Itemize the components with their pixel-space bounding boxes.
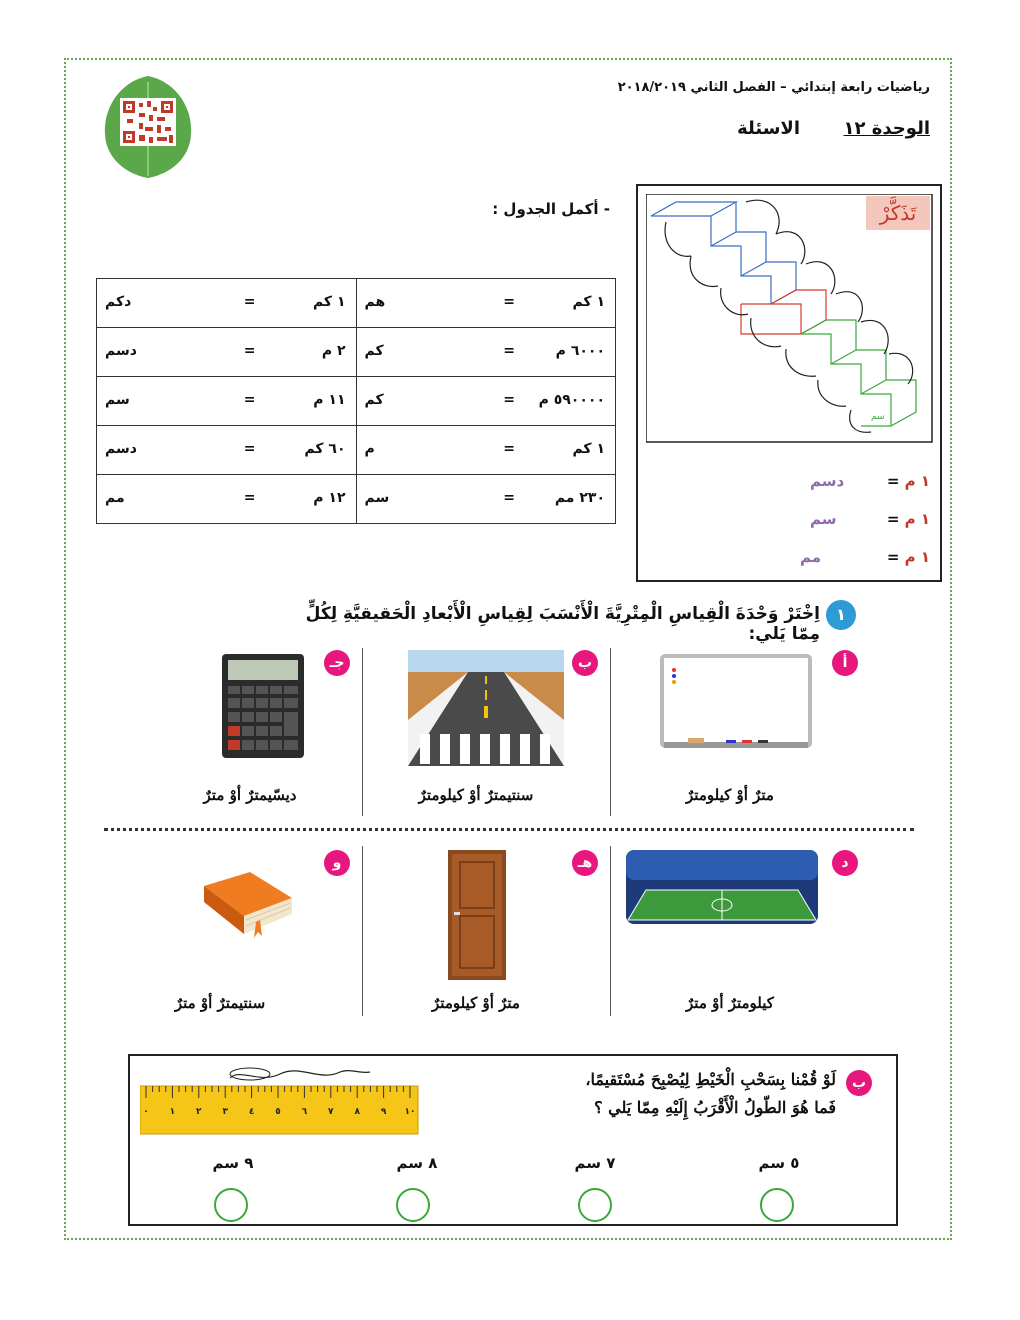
table-cell[interactable] [97,475,357,524]
answer-radio[interactable] [396,1188,430,1222]
table-cell[interactable] [356,279,616,328]
question-1-number: ١ [826,600,856,630]
conversion-part: = [503,441,515,457]
conversion-part: سم [105,392,130,408]
calculator-icon [222,654,304,758]
ruler-number: ٠ [143,1107,149,1117]
conversion-table [96,278,616,524]
conversion-part: دسم [105,343,137,359]
conversion-part: = [243,343,256,359]
table-cell[interactable] [97,328,357,377]
questions-title: الاسئلة [737,118,800,139]
door-icon [448,850,506,980]
choice-text[interactable]: مترٌ أوْ كيلومترٌ [686,786,774,804]
conversion-part: مم [105,490,125,506]
ruler-number: ٤ [248,1107,255,1117]
answer-option-label: ٨ سم [396,1154,438,1172]
conversion-part: ٥٩٠٠٠٠ م [538,392,605,408]
conversion-part: ١٢ م [313,490,346,506]
ruler-with-string [140,1064,420,1136]
item-badge: ب [572,650,598,676]
answer-option-label: ٩ سم [212,1154,254,1172]
remember-row: ١ م = دسم [810,472,930,490]
conversion-part: = [243,441,256,457]
table-row [97,377,616,426]
conversion-part: هم [364,294,386,310]
book-icon [200,872,294,942]
ruler-number: ٢ [196,1107,202,1117]
conversion-part: دسم [105,441,137,457]
item-badge: هـ [572,850,598,876]
answer-radio[interactable] [578,1188,612,1222]
conversion-part: م [364,441,375,457]
conversion-part: = [243,294,256,310]
table-cell[interactable] [97,377,357,426]
conversion-part: = [503,490,515,506]
conversion-part: كم [364,343,384,359]
conversion-part: ٦٠٠٠ م [555,343,605,359]
column-divider [610,648,611,816]
conversion-part: = [243,392,256,408]
question-1-text: اِخْتَرْ وَحْدَةَ الْقِياسِ الْمِتْرِيَّةَ الْأَنْسَبَ لِقِياسِ الْأَبْعادِ الْحَقيقيَّةِ لِكُلٍّ مِمّا يَلي: [305,604,820,644]
row-divider [104,828,914,831]
answer-option-label: ٥ سم [758,1154,800,1172]
table-cell[interactable] [356,377,616,426]
conversion-part: ٢٣٠ مم [554,490,605,506]
item-badge: جـ [324,650,350,676]
answer-option-label: ٧ سم [574,1154,616,1172]
qr-leaf-logo [98,72,198,182]
remember-title: تَذَكَّرْ [866,196,930,230]
conversion-part: = [503,343,515,359]
table-cell[interactable] [97,279,357,328]
conversion-part: ١ كم [572,294,605,310]
table-row [97,328,616,377]
ruler-number: ٣ [222,1107,228,1117]
table-instruction: - أكمل الجدول : [492,200,610,218]
column-divider [362,846,363,1016]
conversion-part: = [503,294,515,310]
table-row [97,279,616,328]
metric-stairs-diagram [646,194,936,444]
item-badge: د [832,850,858,876]
ruler-number: ١٠ [404,1107,416,1117]
conversion-part: = [243,490,256,506]
choice-text[interactable]: كيلومترٌ أوْ مترٌ [686,994,774,1012]
answer-radio[interactable] [760,1188,794,1222]
stair-step-label: سم [871,412,885,422]
unit-title: الوحدة ١٢ [843,118,930,139]
choice-text[interactable]: ديسّيمترٌ أوْ مترٌ [203,786,297,804]
item-badge: أ [832,650,858,676]
remember-row: ١ م = سم [810,510,930,528]
conversion-part: سم [364,490,390,506]
conversion-part: ١ كم [572,441,605,457]
remember-row: ١ م = مم [800,548,930,566]
choice-text[interactable]: سنتيمترٌ أوْ كيلومترٌ [418,786,534,804]
ruler-number: ٦ [301,1107,308,1117]
column-divider [362,648,363,816]
conversion-part: ٦٠ كم [304,441,346,457]
ruler-number: ٩ [380,1107,387,1117]
conversion-part: ٢ م [321,343,346,359]
table-cell[interactable] [356,475,616,524]
conversion-part: ١ كم [312,294,346,310]
table-cell[interactable] [356,426,616,475]
ruler-number: ١ [169,1107,176,1117]
choice-text[interactable]: سنتيمترٌ أوْ مترٌ [174,994,266,1012]
subject-line: رياضيات رابعة إبتدائي – الفصل الثاني ٢٠١٨/٢٠١٩ [617,80,930,95]
question-2-text: لَوْ قُمْنا بِسَحْبِ الْخَيْطِ لِيُصْبِحَ مُسْتَقيمًا، فَما هُوَ الطّولُ الْأَقْرَبُ إِلَيْهِ مِمّا يَلي ؟ [585,1070,836,1117]
column-divider [610,846,611,1016]
conversion-part: دكم [105,294,132,310]
whiteboard-icon [660,654,812,754]
conversion-part: كم [364,392,384,408]
item-badge: و [324,850,350,876]
conversion-part: ١١ م [313,392,346,408]
table-cell[interactable] [356,328,616,377]
question-2-badge: ب [846,1070,872,1096]
answer-radio[interactable] [214,1188,248,1222]
ruler-number: ٧ [328,1107,334,1117]
conversion-part: = [503,392,515,408]
table-row [97,475,616,524]
table-row [97,426,616,475]
ruler-number: ٨ [354,1107,360,1117]
stadium-icon [626,850,818,924]
road-icon [408,650,564,766]
ruler-number: ٥ [275,1107,281,1117]
choice-text[interactable]: مترٌ أوْ كيلومترٌ [432,994,520,1012]
table-cell[interactable] [97,426,357,475]
